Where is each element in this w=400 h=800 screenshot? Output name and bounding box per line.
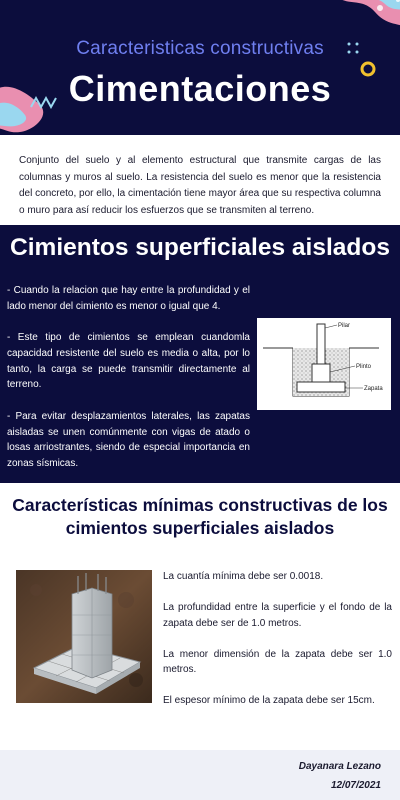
characteristics-list [163,569,392,724]
paragraph: - Cuando la relacion que hay entre la profundidad y el lado menor del cimiento es menor o igual que 4. [7,285,250,312]
header-subtitle: Caracteristicas constructivas [76,38,324,59]
footing-rebar-photo [16,570,152,703]
section-text-column [7,283,250,487]
zapata-label: Zapata [364,386,383,392]
footing-cross-section-drawing [257,318,391,410]
footing-diagram [257,318,391,410]
paragraph: - Para evitar desplazamientos laterales, las zapatas aisladas se unen comúnmente con vigas de atado o losas arriostrantes, siendo de especial importancia en zonas sísmicas. [7,410,250,470]
section-heading: Características mínimas constructivas de los cimientos superficiales aislados [12,495,388,538]
pilar-label: Pilar [338,323,351,329]
plinto-label: Plinto [356,364,372,370]
section-heading: Cimientos superficiales aislados [10,234,390,261]
list-item: El espesor mínimo de la zapata debe ser 15cm. [163,695,375,706]
header-banner [0,0,400,135]
publish-date: 12/07/2021 [330,780,381,791]
footer [0,750,400,800]
paragraph: - Este tipo de cimientos se emplean cuandomla capacidad resistente del suelo es media o alta, por lo tanto, la carga se puede transmitir directamente al terreno. [7,332,250,391]
page-title: Cimentaciones [68,68,332,109]
list-item: La profundidad entre la superficie y el fondo de la zapata debe ser de 1.0 metros. [163,602,392,629]
intro-section [0,135,400,225]
author-name: Dayanara Lezano [298,761,381,772]
list-item: La cuantía mínima debe ser 0.0018. [163,571,324,582]
intro-text: Conjunto del suelo y al elemento estructural que transmite cargas de las columnas y muros al suelo. La resistencia del suelo es menor que la resistencia del concreto, por ello, la cimentación tiene mayor área que su respectiva columna o muro para así reducir los esfuerzos que se transmiten al terreno. [19,155,381,216]
list-item: La menor dimensión de la zapata debe ser 1.0 metros. [163,648,392,675]
